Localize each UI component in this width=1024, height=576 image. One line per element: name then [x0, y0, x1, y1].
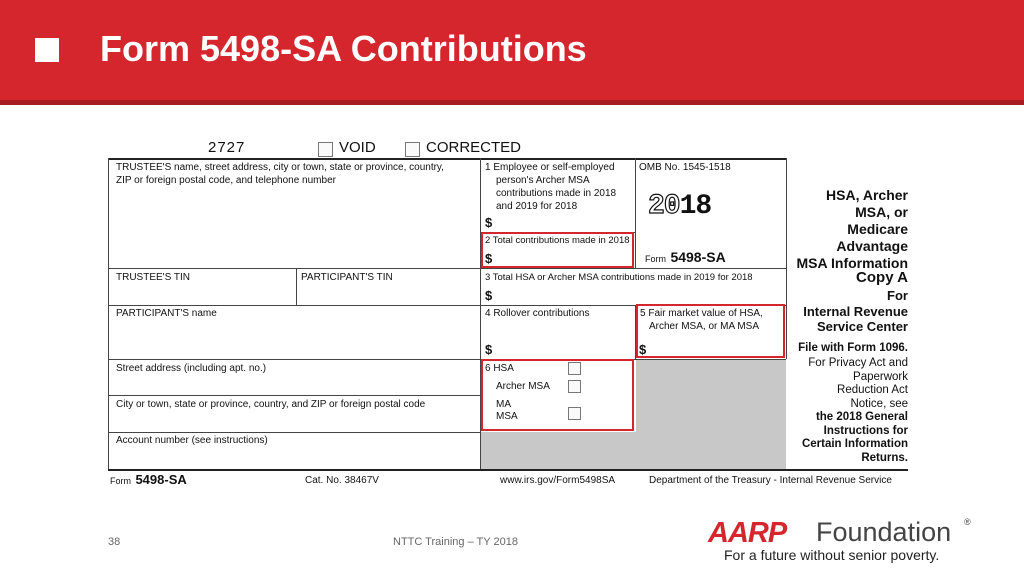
privacy-line-2: Paperwork [853, 370, 908, 383]
box3-label: 3 Total HSA or Archer MSA contributions made in 2019 for 2018 [485, 272, 753, 283]
box6-ma-msa-checkbox [568, 407, 581, 420]
slide-title: Form 5498-SA Contributions [100, 28, 587, 69]
form-word: Form [645, 254, 666, 264]
form-bottom-border [108, 469, 908, 471]
privacy-line-8: Returns. [861, 451, 908, 464]
col-sep-2 [635, 158, 636, 268]
void-checkbox [318, 142, 333, 157]
privacy-notice [788, 357, 908, 465]
street-label: Street address (including apt. no.) [116, 363, 267, 374]
trustee-info-label-2: ZIP or foreign postal code, and telephone number [116, 175, 336, 186]
copy-for-label: For [887, 288, 908, 303]
foundation-logo-text: Foundation [816, 517, 952, 547]
slide-page-number: 38 [108, 536, 121, 548]
irs-center-1: Internal Revenue [803, 304, 908, 319]
box6-archer-checkbox [568, 380, 581, 393]
tax-year-prefix: 20 [648, 191, 680, 222]
shaded-area-right [636, 360, 786, 432]
box6-ma-label: MA [496, 399, 511, 410]
participant-tin-label: PARTICIPANT'S TIN [301, 272, 393, 283]
footer-form-word: Form [110, 476, 131, 486]
corrected-checkbox [405, 142, 420, 157]
privacy-line-5: the 2018 General [815, 411, 908, 423]
box1-label-2: person's Archer MSA [496, 175, 590, 186]
privacy-line-4: Notice, see [850, 397, 908, 410]
privacy-line-6: Instructions for [823, 424, 908, 437]
form-code: 2727 [208, 139, 246, 156]
box2-label: 2 Total contributions made in 2018 [485, 235, 630, 246]
file-with-label: File with Form 1096. [798, 342, 908, 354]
logo-tagline: For a future without senior poverty. [724, 547, 940, 563]
account-label: Account number (see instructions) [116, 435, 268, 446]
box1-label-1: 1 Employee or self-employed [485, 162, 615, 173]
footer-form-number: 5498-SA [135, 472, 187, 487]
box6-archer-label: Archer MSA [496, 381, 550, 392]
box3-dollar: $ [485, 288, 493, 303]
header-divider [0, 100, 1024, 105]
form-5498sa [108, 137, 910, 492]
treasury-dept: Department of the Treasury - Internal Revenue Service [649, 475, 892, 486]
privacy-line-7: Certain Information [801, 438, 908, 450]
tax-year [648, 191, 711, 222]
shaded-area-bottom [481, 432, 786, 469]
row-sep-4 [108, 395, 480, 396]
form-left-border [108, 158, 109, 470]
row-sep-1 [108, 268, 786, 269]
tax-year-suffix: 18 [679, 191, 712, 222]
void-label: VOID [339, 139, 376, 156]
irs-center-2: Service Center [816, 319, 908, 334]
trustee-info-label-1: TRUSTEE'S name, street address, city or town, state or province, country, [116, 162, 444, 173]
box5-label-2: Archer MSA, or MA MSA [649, 321, 760, 332]
title-bullet-icon [35, 38, 59, 62]
box1-label-4: and 2019 for 2018 [496, 201, 578, 212]
box2-dollar: $ [485, 251, 493, 266]
box5-label-1: 5 Fair market value of HSA, [640, 308, 763, 319]
box6-msa-label: MSA [496, 411, 518, 422]
trustee-tin-label: TRUSTEE'S TIN [116, 272, 190, 283]
copy-a-label: Copy A [856, 269, 908, 286]
omb-number: OMB No. 1545-1518 [639, 162, 731, 173]
privacy-line-1: For Privacy Act and [808, 357, 908, 369]
form-number: 5498-SA [670, 249, 726, 265]
form-title-line-1: HSA, Archer MSA, or [826, 187, 908, 220]
col-sep-tin [296, 268, 297, 306]
form-top-border [108, 158, 786, 160]
form-footer-name [110, 471, 187, 489]
form-title [788, 187, 908, 272]
cat-number: Cat. No. 38467V [305, 475, 379, 486]
box6-hsa-checkbox [568, 362, 581, 375]
col-sep-3 [786, 158, 787, 359]
registered-mark: ® [964, 517, 971, 527]
box1-label-3: contributions made in 2018 [496, 188, 617, 199]
city-label: City or town, state or province, country, and ZIP or foreign postal code [116, 399, 426, 410]
box1-dollar: $ [485, 215, 493, 230]
box5-dollar: $ [639, 342, 647, 357]
form-title-line-2: Medicare Advantage [836, 221, 908, 254]
privacy-line-3: Reduction Act [837, 384, 908, 396]
slide-footer-text: NTTC Training – TY 2018 [393, 536, 518, 548]
irs-url: www.irs.gov/Form5498SA [500, 475, 616, 486]
corrected-label: CORRECTED [426, 139, 522, 156]
box6-hsa-label: 6 HSA [485, 363, 514, 374]
row-sep-5 [108, 432, 480, 433]
box4-label: 4 Rollover contributions [485, 308, 590, 319]
form-name [645, 249, 726, 267]
aarp-logo-text: AARP [708, 517, 787, 549]
form-title-line-3: MSA Information [796, 255, 908, 271]
participant-name-label: PARTICIPANT'S name [116, 308, 217, 319]
box4-dollar: $ [485, 342, 493, 357]
